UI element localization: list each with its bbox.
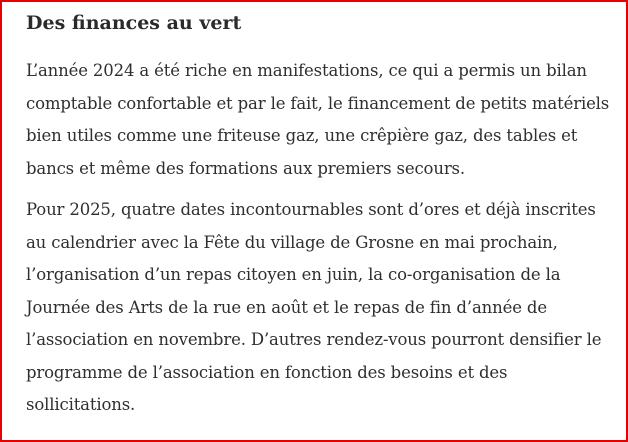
- paragraph-finances: L’année 2024 a été riche en manifestations, ce qui a permis un bilan comptable confortable et par le fait, le financement de petits matériels bien utiles comme une friteuse gaz, une crêpière gaz, des tables et bancs et même des formations aux premiers secours.: [26, 61, 610, 178]
- section-heading: Des finances au vert: [26, 12, 242, 34]
- paragraph-events-2025: Pour 2025, quatre dates incontournables sont d’ores et déjà inscrites au calendrier avec la Fête du village de Grosne en mai prochain, l’organisation d’un repas citoyen en juin, la co-organisation de la Journée des Arts de la rue en août et le repas de fin d’année de l’association en novembre. D’autres rendez-vous pourront densifier le programme de l’association en fonction des besoins et des sollicitations.: [26, 200, 602, 414]
- article-section: [26, 10, 618, 422]
